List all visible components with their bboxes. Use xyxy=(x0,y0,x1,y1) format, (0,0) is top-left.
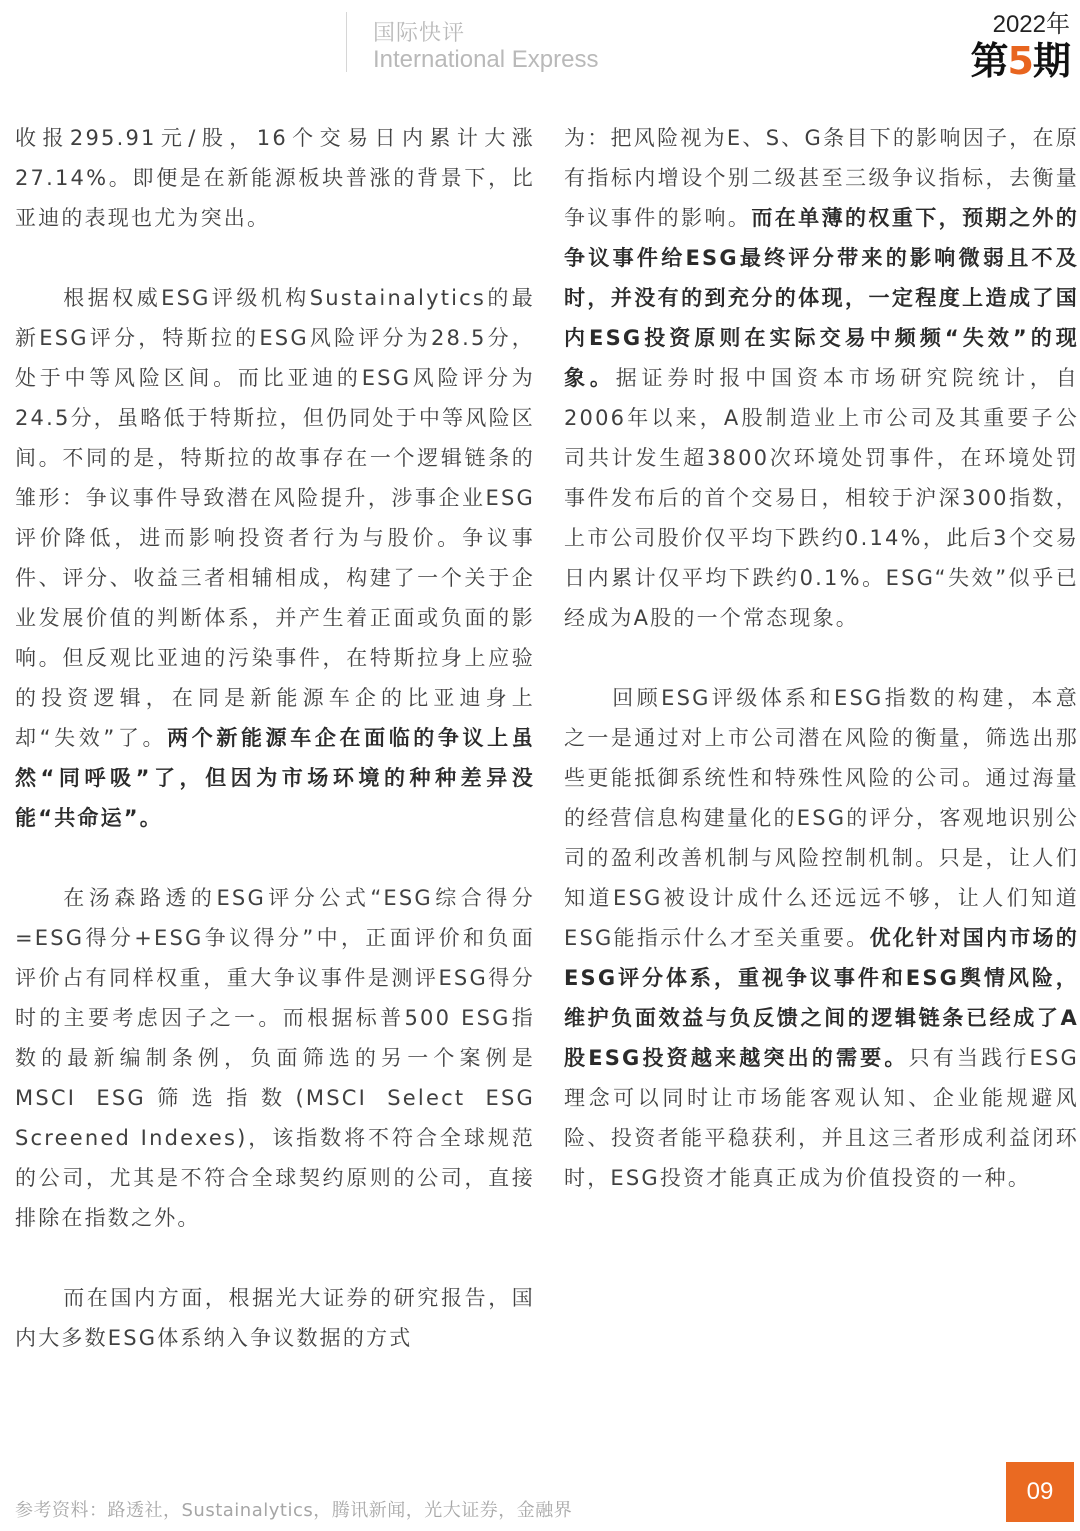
paragraph: 在汤森路透的ESG评分公式“ESG综合得分=ESG得分+ESG争议得分”中，正面评价和负面评价占有同样权重，重大争议事件是测评ESG得分时的主要考虑因子之一。而根据标普500 ESG指数的最新编制条例，负面筛选的另一个案例是MSCI ESG筛选指数(MSCI Select ESG Screened Indexes)，该指数将不符合全球规范的公司，尤其是不符合全球契约原则的公司，直接排除在指数之外。 xyxy=(15,886,535,1230)
paragraph-emphasis: 而在单薄的权重下，预期之外的争议事件给ESG最终评分带来的影响微弱且不及时，并没有的到充分的体现，一定程度上造成了国内ESG投资原则在实际交易中频频“失效”的现象。 xyxy=(564,206,1079,390)
paragraph xyxy=(564,118,1079,638)
paragraph xyxy=(15,278,535,838)
paragraph-text: 为：把风险视为E、S、G条目下的影响因子，在原有指标内增设个别二级甚至三级争议指标，去衡量争议事件的影响。 xyxy=(564,126,1079,230)
paragraph-emphasis: 两个新能源车企在面临的争议上虽然“同呼吸”了，但因为市场环境的种种差异没能“共命运”。 xyxy=(15,726,535,830)
page-number: 09 xyxy=(1006,1462,1074,1522)
paragraph-text: 回顾ESG评级体系和ESG指数的构建，本意之一是通过对上市公司潜在风险的衡量，筛选出那些更能抵御系统性和特殊性风险的公司。通过海量的经营信息构建量化的ESG的评分，客观地识别公司的盈利改善机制与风险控制机制。只是，让人们知道ESG被设计成什么还远远不够，让人们知道ESG能指示什么才至关重要。 xyxy=(564,686,1079,950)
references-footer: 参考资料：路透社，Sustainalytics，腾讯新闻，光大证券，金融界 xyxy=(15,1500,573,1521)
paragraph-emphasis: 优化针对国内市场的ESG评分体系，重视争议事件和ESG舆情风险，维护负面效益与负反馈之间的逻辑链条已经成了A股ESG投资越来越突出的需要。 xyxy=(564,926,1079,1070)
left-column xyxy=(15,118,535,1358)
issue-label xyxy=(971,30,1070,85)
paragraph: 收报295.91元/股，16个交易日内累计大涨27.14%。即便是在新能源板块普涨的背景下，比亚迪的表现也尤为突出。 xyxy=(15,126,535,230)
right-column xyxy=(564,118,1079,1198)
issue-year: 2022年 xyxy=(992,11,1070,38)
issue-prefix: 第 xyxy=(970,39,1008,83)
masthead-title-cn: 国际快评 xyxy=(373,21,466,46)
paragraph-text: 根据权威ESG评级机构Sustainalytics的最新ESG评分，特斯拉的ESG风险评分为28.5分，处于中等风险区间。而比亚迪的ESG风险评分为24.5分，虽略低于特斯拉，但仍同处于中等风险区间。不同的是，特斯拉的故事存在一个逻辑链条的雏形：争议事件导致潜在风险提升，涉事企业ESG评价降低，进而影响投资者行为与股价。争议事件、评分、收益三者相辅相成，构建了一个关于企业发展价值的判断体系，并产生着正面或负面的影响。但反观比亚迪的污染事件，在特斯拉身上应验的投资逻辑，在同是新能源车企的比亚迪身上却“失效”了。 xyxy=(15,286,535,750)
issue-number: 5 xyxy=(1007,39,1033,83)
paragraph-text: 只有当践行ESG理念可以同时让市场能客观认知、企业能规避风险、投资者能平稳获利，并且这三者形成利益闭环时，ESG投资才能真正成为价值投资的一种。 xyxy=(564,1046,1079,1190)
masthead-title-en: International Express xyxy=(373,46,599,73)
issue-suffix: 期 xyxy=(1032,39,1070,83)
paragraph xyxy=(564,678,1079,1198)
paragraph-text: 据证券时报中国资本市场研究院统计，自2006年以来，A股制造业上市公司及其重要子公司共计发生超3800次环境处罚事件，在环境处罚事件发布后的首个交易日，相较于沪深300指数，上市公司股价仅平均下跌约0.14%，此后3个交易日内累计仅平均下跌约0.1%。ESG“失效”似乎已经成为A股的一个常态现象。 xyxy=(564,366,1079,630)
masthead-divider xyxy=(346,12,347,72)
paragraph: 而在国内方面，根据光大证券的研究报告，国内大多数ESG体系纳入争议数据的方式 xyxy=(15,1286,535,1350)
